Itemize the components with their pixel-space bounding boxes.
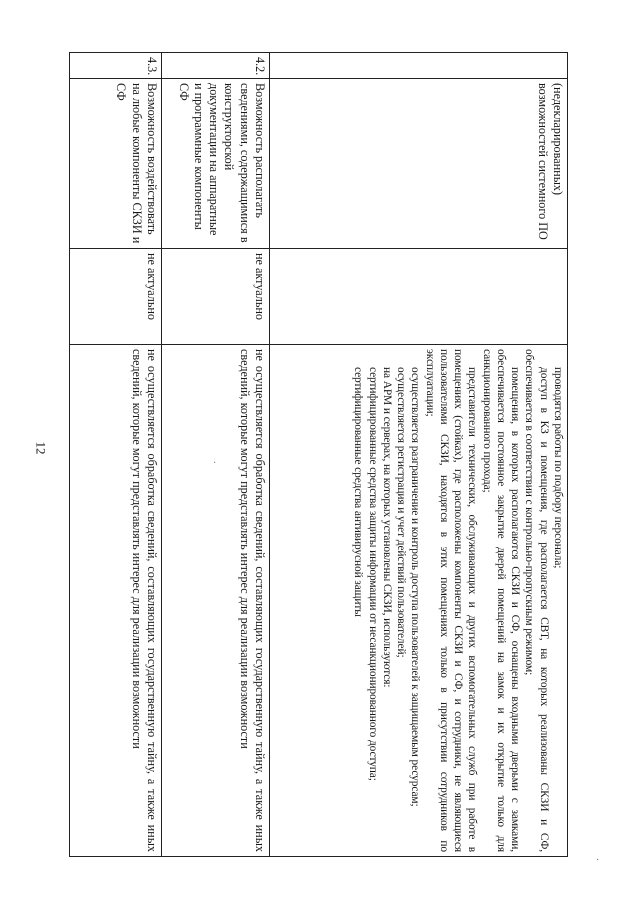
measure-item: осуществляется регистрация и учет действий пользователей; [395,367,408,658]
measure-item: представители технических, обслуживающих и других вспомогательных служб при работе в помещениях (стойках), где расположены компоненты СКЗИ и СФ, и сотрудники, не являющиеся пользователями СКЗИ, находятся в этих помещениях только в присутствии сотрудников по эксплуатации; [423,349,479,852]
relevance-cell [270,249,568,345]
relevance-cell: не актуально [162,249,270,345]
row-number: 4.2. [162,53,270,79]
measures-cell [70,345,162,857]
row-number: 4.3. [70,53,162,79]
table-row [270,53,568,857]
threat-line: возможностей системного ПО [535,83,550,240]
measure-item: помещения, в которых располагаются СКЗИ и СФ, оснащены входными дверьми с замками, обеспечивается постоянное закрытие дверей помещений на замок и их открытие только для санкционированного прохода; [480,349,522,852]
threat-line: Возможность располагать сведениями, содержащимися в конструкторской документации на аппаратные и программные компоненты СФ [176,83,267,243]
threat-line: Возможность воздействовать на любые компоненты СКЗИ и СФ [114,83,159,244]
measures-cell [162,345,270,857]
table-row [162,53,270,857]
measure-item: сертифицированные средства защиты информации от несанкционированного доступа; [366,367,379,781]
rotated-page-content [70,52,568,856]
threat-line: (недекларированных) [551,83,565,196]
threat-description [70,79,162,249]
measure-item: не осуществляется обработка сведений, составляющих государственную тайну, а также иных сведений, которые могут представлять интерес для реализации возможности [129,349,159,852]
scan-speck: · [213,458,217,469]
measure-item: проводятся работы по подбору персонала; [552,367,564,569]
table-row [70,53,162,857]
measure-item: доступ в КЗ и помещения, где располагается СВТ, на которых реализованы СКЗИ и СФ, обеспечивается в соответствии с контрольно-пропускным режимом; [523,349,550,852]
measure-item: на АРМ и серверах, на которых установлены СКЗИ, используются: [381,367,393,688]
page-number: 12 [33,441,49,455]
threat-description [162,79,270,249]
measures-cell [270,345,568,857]
threat-table [69,52,568,857]
measure-item: не осуществляется обработка сведений, составляющих государственную тайну, а также иных сведений, которые могут представлять интерес для реализации возможности [237,349,267,852]
measure-item: сертифицированные средства антивирусной защиты [352,367,365,617]
relevance-cell: не актуально [70,249,162,345]
threat-description [270,79,568,249]
measure-item: осуществляется разграничение и контроль доступа пользователей к защищаемым ресурсам; [409,367,422,807]
scan-speck: · [596,855,600,866]
row-number [270,53,568,79]
